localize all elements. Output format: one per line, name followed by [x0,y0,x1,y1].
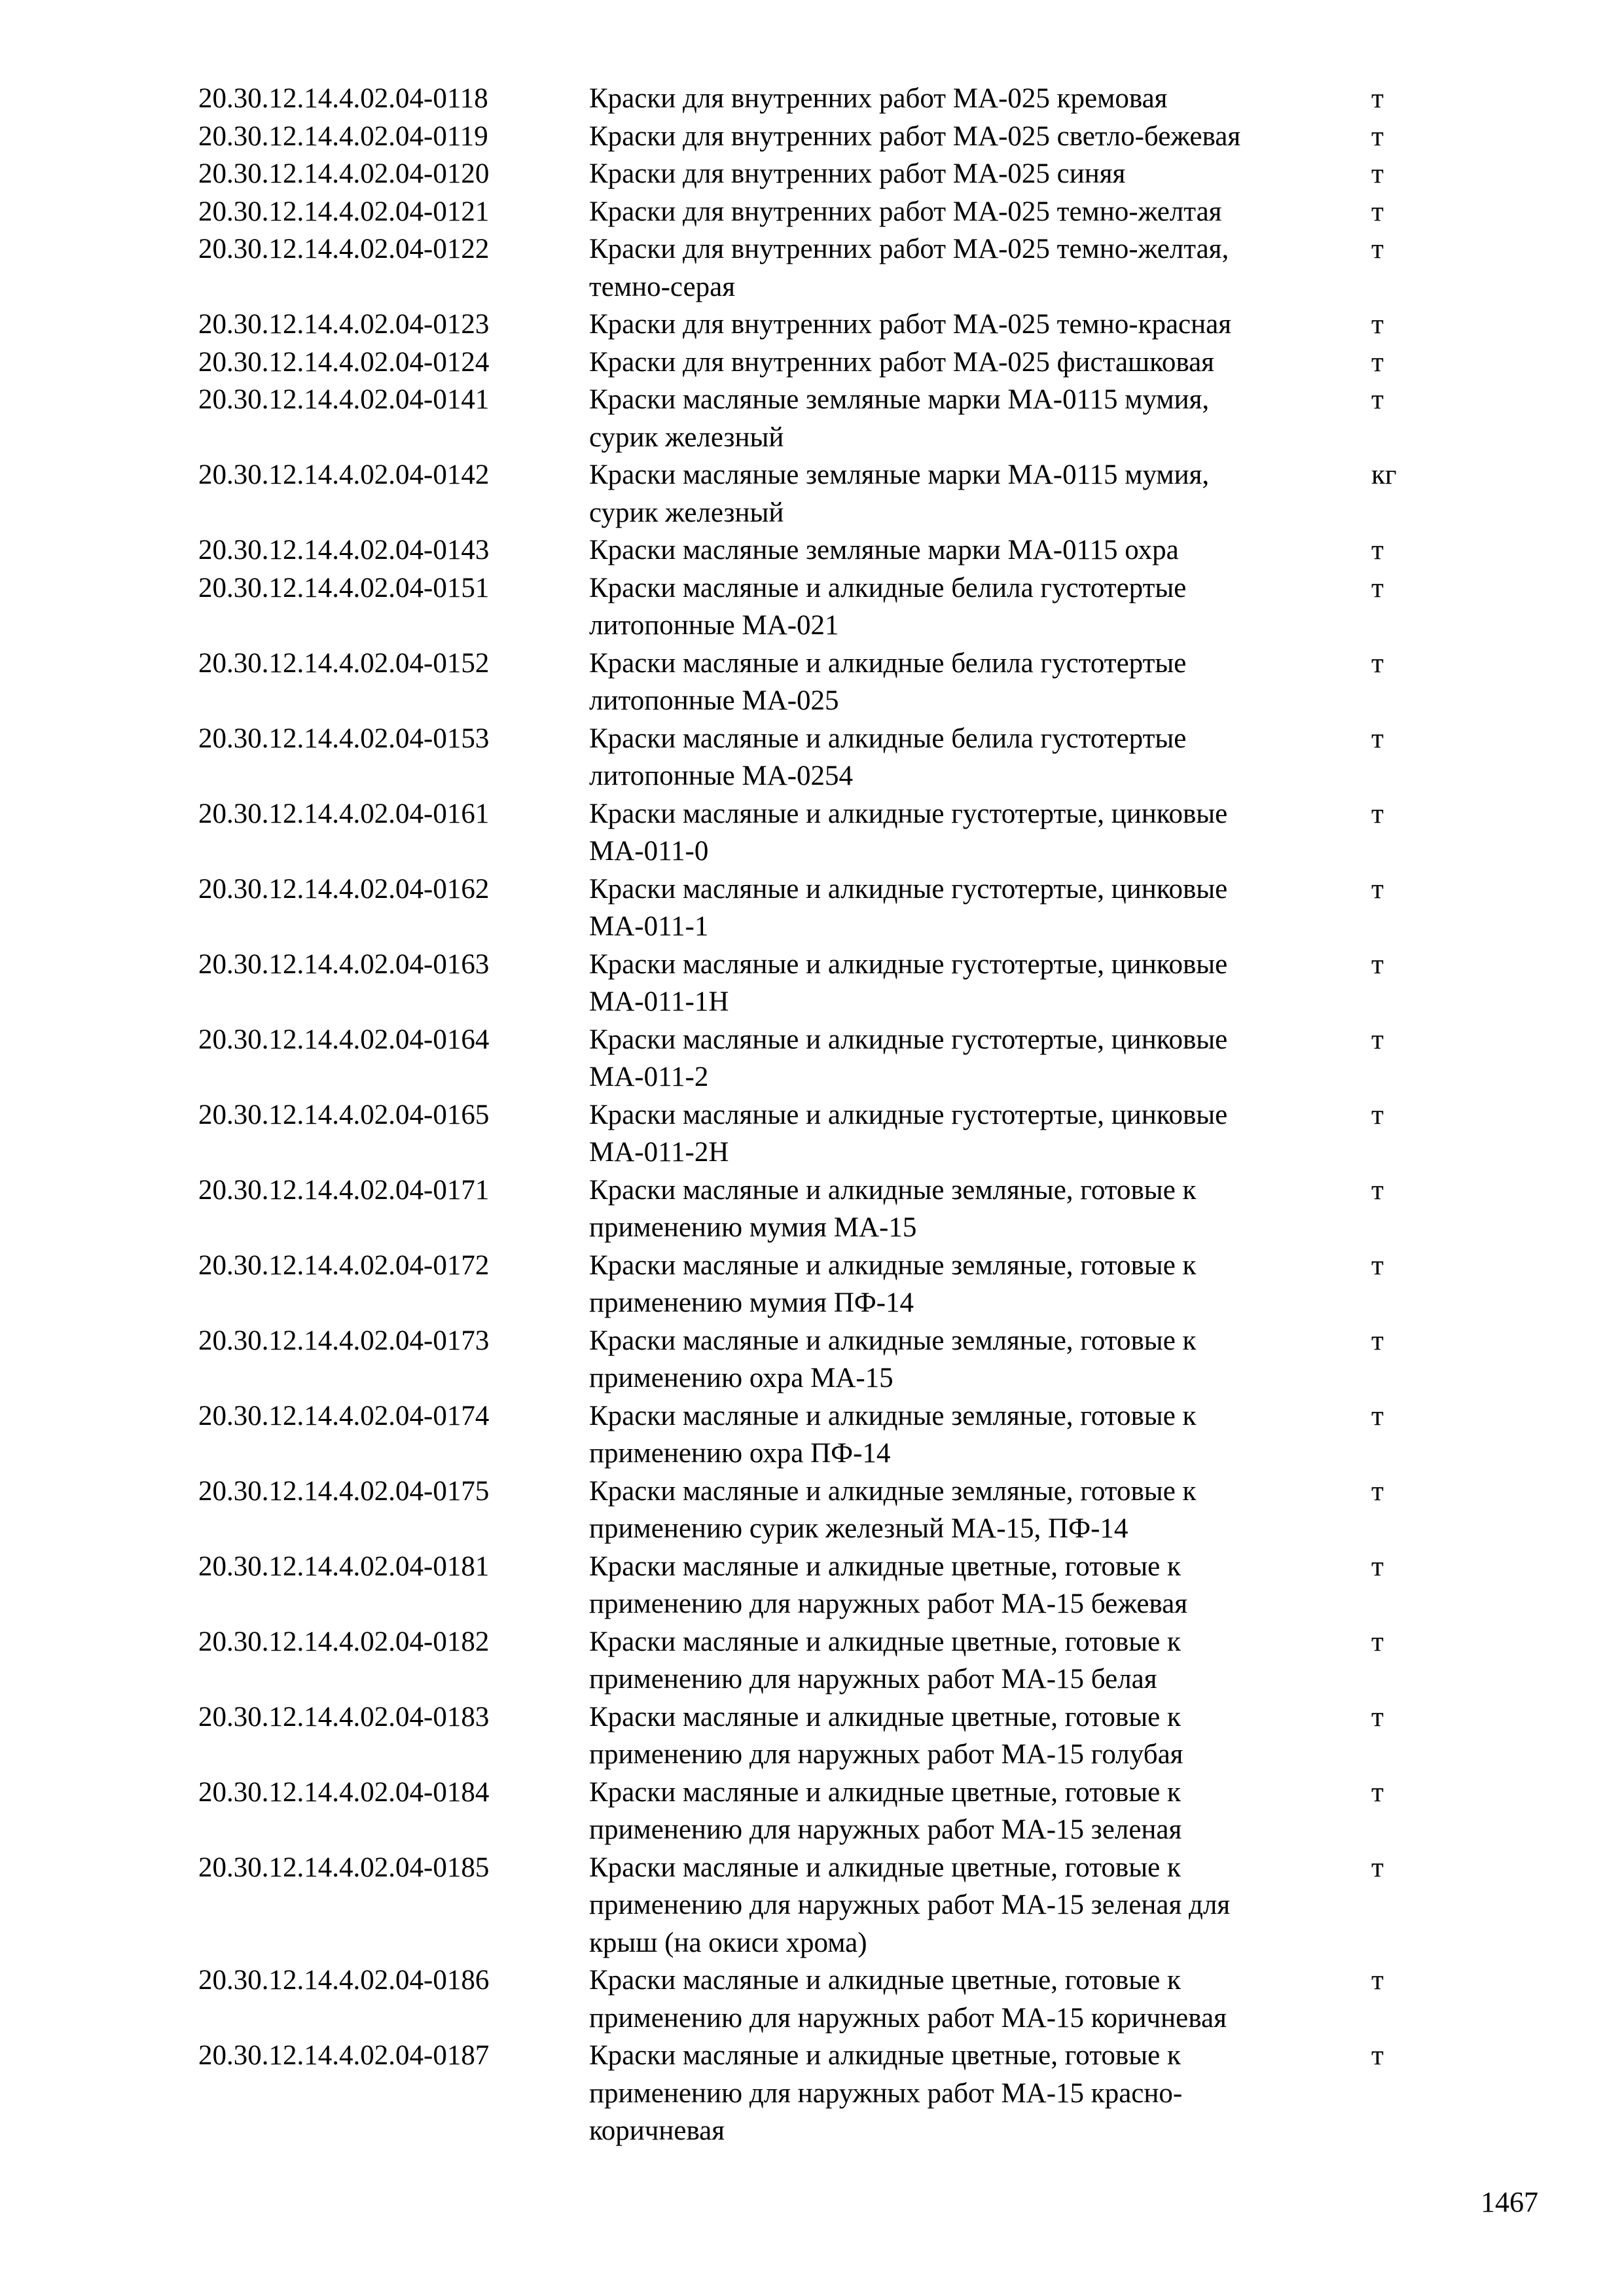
description-line: применению для наружных работ МА-15 красно- [589,2077,1183,2109]
description-line: крыш (на окиси хрома) [589,1927,867,1958]
description-line: Краски для внутренних работ МА-025 темно-красная [589,309,1232,340]
unit-of-measure: т [1371,798,1384,829]
resource-description [589,155,1371,193]
description-line: применению для наружных работ МА-15 бежевая [589,1588,1188,1619]
description-line: Краски масляные земляные марки МА-0115 охра [589,535,1179,565]
page-number: 1467 [1481,2186,1538,2218]
catalog-row [198,344,1416,382]
description-line: применению для наружных работ МА-15 зеленая [589,1814,1182,1845]
description-line: Краски масляные и алкидные густотертые, цинковые [589,798,1228,829]
resource-description [589,795,1371,870]
resource-code: 20.30.12.14.4.02.04-0181 [198,1551,490,1582]
unit-of-measure: т [1371,158,1384,189]
resource-code: 20.30.12.14.4.02.04-0164 [198,1024,490,1055]
resource-description [589,193,1371,231]
unit-of-measure: т [1371,309,1384,340]
description-line: применению охра ПФ-14 [589,1438,891,1469]
description-line: применению мумия ПФ-14 [589,1287,914,1318]
unit-of-measure: т [1371,1626,1384,1657]
description-line: Краски масляные и алкидные густотертые, цинковые [589,1024,1228,1055]
resource-description [589,456,1371,531]
catalog-row [198,456,1416,531]
description-line: Краски масляные земляные марки МА-0115 мумия, [589,459,1210,490]
description-line: Краски масляные и алкидные земляные, готовые к [589,1325,1197,1356]
unit-of-measure: т [1371,1551,1384,1582]
catalog-row [198,870,1416,946]
unit-of-measure: т [1371,1174,1384,1206]
description-line: литопонные МА-025 [589,685,839,716]
resource-description [589,531,1371,569]
resource-description [589,344,1371,382]
description-line: коричневая [589,2115,725,2146]
description-line: МА-011-2 [589,1062,709,1092]
resource-description [589,80,1371,118]
resource-description [589,645,1371,720]
description-line: Краски масляные и алкидные густотертые, цинковые [589,948,1228,980]
catalog-row [198,645,1416,720]
catalog-row [198,306,1416,344]
resource-description [589,1548,1371,1623]
resource-description [589,1172,1371,1247]
resource-code: 20.30.12.14.4.02.04-0162 [198,873,490,905]
resource-catalog-list [198,80,1416,2150]
catalog-row [198,569,1416,645]
unit-of-measure: т [1371,1400,1384,1431]
unit-of-measure: т [1371,234,1384,264]
resource-description [589,2037,1371,2150]
unit-of-measure: т [1371,1701,1384,1732]
catalog-row [198,1774,1416,1849]
catalog-row [198,2037,1416,2150]
unit-of-measure: т [1371,948,1384,980]
resource-code: 20.30.12.14.4.02.04-0174 [198,1400,490,1431]
description-line: Краски масляные земляные марки МА-0115 мумия, [589,384,1210,415]
description-line: сурик железный [589,497,784,528]
description-line: литопонные МА-0254 [589,761,854,791]
description-line: Краски масляные и алкидные цветные, готовые к [589,1776,1181,1808]
description-line: Краски для внутренних работ МА-025 темно-желтая [589,196,1222,227]
unit-of-measure: т [1371,1852,1384,1883]
catalog-row [198,1322,1416,1397]
resource-code: 20.30.12.14.4.02.04-0143 [198,535,490,565]
catalog-row [198,1172,1416,1247]
description-line: Краски для внутренних работ МА-025 кремовая [589,83,1168,114]
description-line: Краски масляные и алкидные густотертые, цинковые [589,1099,1228,1130]
resource-code: 20.30.12.14.4.02.04-0121 [198,196,490,227]
resource-code: 20.30.12.14.4.02.04-0119 [198,120,488,152]
description-line: Краски для внутренних работ МА-025 фисташковая [589,346,1214,378]
catalog-row [198,1962,1416,2037]
resource-description [589,1849,1371,1962]
catalog-row [198,80,1416,118]
resource-description [589,118,1371,156]
resource-description [589,1096,1371,1172]
resource-description [589,720,1371,795]
description-line: Краски масляные и алкидные цветные, готовые к [589,2040,1181,2071]
catalog-row [198,1623,1416,1698]
resource-description [589,1397,1371,1473]
resource-code: 20.30.12.14.4.02.04-0123 [198,309,490,340]
catalog-row [198,1021,1416,1096]
catalog-row [198,1849,1416,1962]
unit-of-measure: т [1371,1099,1384,1130]
resource-code: 20.30.12.14.4.02.04-0186 [198,1965,490,1996]
unit-of-measure: т [1371,1249,1384,1281]
description-line: Краски масляные и алкидные густотертые, цинковые [589,873,1228,905]
resource-description [589,569,1371,645]
resource-code: 20.30.12.14.4.02.04-0153 [198,723,490,754]
description-line: литопонные МА-021 [589,610,839,641]
description-line: Краски масляные и алкидные земляные, готовые к [589,1400,1197,1431]
resource-code: 20.30.12.14.4.02.04-0151 [198,572,490,603]
resource-code: 20.30.12.14.4.02.04-0183 [198,1701,490,1732]
description-line: Краски масляные и алкидные цветные, готовые к [589,1551,1181,1582]
resource-code: 20.30.12.14.4.02.04-0175 [198,1475,490,1507]
resource-description [589,1473,1371,1548]
catalog-row [198,1397,1416,1473]
resource-description [589,870,1371,946]
catalog-row [198,1247,1416,1322]
unit-of-measure: т [1371,1024,1384,1055]
catalog-row [198,1698,1416,1774]
resource-description [589,1774,1371,1849]
description-line: сурик железный [589,422,784,453]
catalog-row [198,1096,1416,1172]
resource-code: 20.30.12.14.4.02.04-0173 [198,1325,490,1356]
catalog-row [198,155,1416,193]
catalog-row [198,531,1416,569]
unit-of-measure: т [1371,572,1384,603]
catalog-row [198,118,1416,156]
unit-of-measure: т [1371,1325,1384,1356]
unit-of-measure: т [1371,873,1384,905]
resource-description [589,946,1371,1021]
description-line: МА-011-1 [589,911,709,942]
resource-code: 20.30.12.14.4.02.04-0185 [198,1852,490,1883]
description-line: Краски масляные и алкидные цветные, готовые к [589,1965,1181,1996]
description-line: применению мумия МА-15 [589,1212,917,1243]
resource-description [589,1698,1371,1774]
description-line: применению для наружных работ МА-15 зеленая для [589,1890,1231,1920]
resource-code: 20.30.12.14.4.02.04-0184 [198,1776,490,1808]
resource-code: 20.30.12.14.4.02.04-0163 [198,948,490,980]
unit-of-measure: т [1371,723,1384,754]
description-line: МА-011-0 [589,836,709,867]
description-line: Краски для внутренних работ МА-025 синяя [589,158,1126,189]
resource-description [589,230,1371,306]
description-line: Краски масляные и алкидные земляные, готовые к [589,1174,1197,1206]
description-line: применению охра МА-15 [589,1363,893,1393]
unit-of-measure: т [1371,1965,1384,1996]
catalog-row [198,1548,1416,1623]
resource-description [589,306,1371,344]
description-line: применению для наружных работ МА-15 голубая [589,1739,1183,1770]
description-line: Краски масляные и алкидные земляные, готовые к [589,1249,1197,1281]
resource-code: 20.30.12.14.4.02.04-0171 [198,1174,490,1206]
resource-description [589,1247,1371,1322]
catalog-row [198,720,1416,795]
description-line: применению для наружных работ МА-15 белая [589,1664,1157,1695]
resource-code: 20.30.12.14.4.02.04-0172 [198,1249,490,1281]
description-line: Краски масляные и алкидные белила густотертые [589,572,1187,603]
description-line: Краски для внутренних работ МА-025 темно-желтая, [589,234,1229,264]
description-line: Краски масляные и алкидные земляные, готовые к [589,1475,1197,1507]
description-line: применению сурик железный МА-15, ПФ-14 [589,1513,1128,1544]
resource-code: 20.30.12.14.4.02.04-0141 [198,384,490,415]
resource-description [589,1962,1371,2037]
description-line: Краски масляные и алкидные цветные, готовые к [589,1701,1181,1732]
description-line: МА-011-2Н [589,1137,729,1168]
description-line: МА-011-1Н [589,986,729,1017]
unit-of-measure: т [1371,1475,1384,1507]
unit-of-measure: т [1371,120,1384,152]
unit-of-measure: т [1371,83,1384,114]
unit-of-measure: т [1371,346,1384,378]
resource-code: 20.30.12.14.4.02.04-0152 [198,647,490,679]
resource-code: 20.30.12.14.4.02.04-0161 [198,798,490,829]
unit-of-measure: т [1371,647,1384,679]
catalog-row [198,795,1416,870]
description-line: применению для наружных работ МА-15 коричневая [589,2002,1227,2034]
resource-code: 20.30.12.14.4.02.04-0124 [198,346,490,378]
resource-description [589,1021,1371,1096]
resource-description [589,1623,1371,1698]
unit-of-measure: т [1371,2040,1384,2071]
unit-of-measure: т [1371,535,1384,565]
resource-description [589,381,1371,456]
description-line: Краски масляные и алкидные белила густотертые [589,723,1187,754]
resource-code: 20.30.12.14.4.02.04-0165 [198,1099,490,1130]
resource-code: 20.30.12.14.4.02.04-0182 [198,1626,490,1657]
unit-of-measure: кг [1371,459,1397,490]
description-line: Краски масляные и алкидные цветные, готовые к [589,1852,1181,1883]
description-line: Краски масляные и алкидные белила густотертые [589,647,1187,679]
resource-code: 20.30.12.14.4.02.04-0142 [198,459,490,490]
resource-code: 20.30.12.14.4.02.04-0187 [198,2040,490,2071]
description-line: Краски масляные и алкидные цветные, готовые к [589,1626,1181,1657]
resource-code: 20.30.12.14.4.02.04-0120 [198,158,490,189]
resource-code: 20.30.12.14.4.02.04-0118 [198,83,488,114]
catalog-row [198,193,1416,231]
unit-of-measure: т [1371,196,1384,227]
resource-description [589,1322,1371,1397]
catalog-row [198,946,1416,1021]
catalog-row [198,1473,1416,1548]
unit-of-measure: т [1371,1776,1384,1808]
catalog-row [198,230,1416,306]
resource-code: 20.30.12.14.4.02.04-0122 [198,234,490,264]
unit-of-measure: т [1371,384,1384,415]
description-line: Краски для внутренних работ МА-025 светло-бежевая [589,120,1241,152]
description-line: темно-серая [589,271,735,302]
catalog-row [198,381,1416,456]
